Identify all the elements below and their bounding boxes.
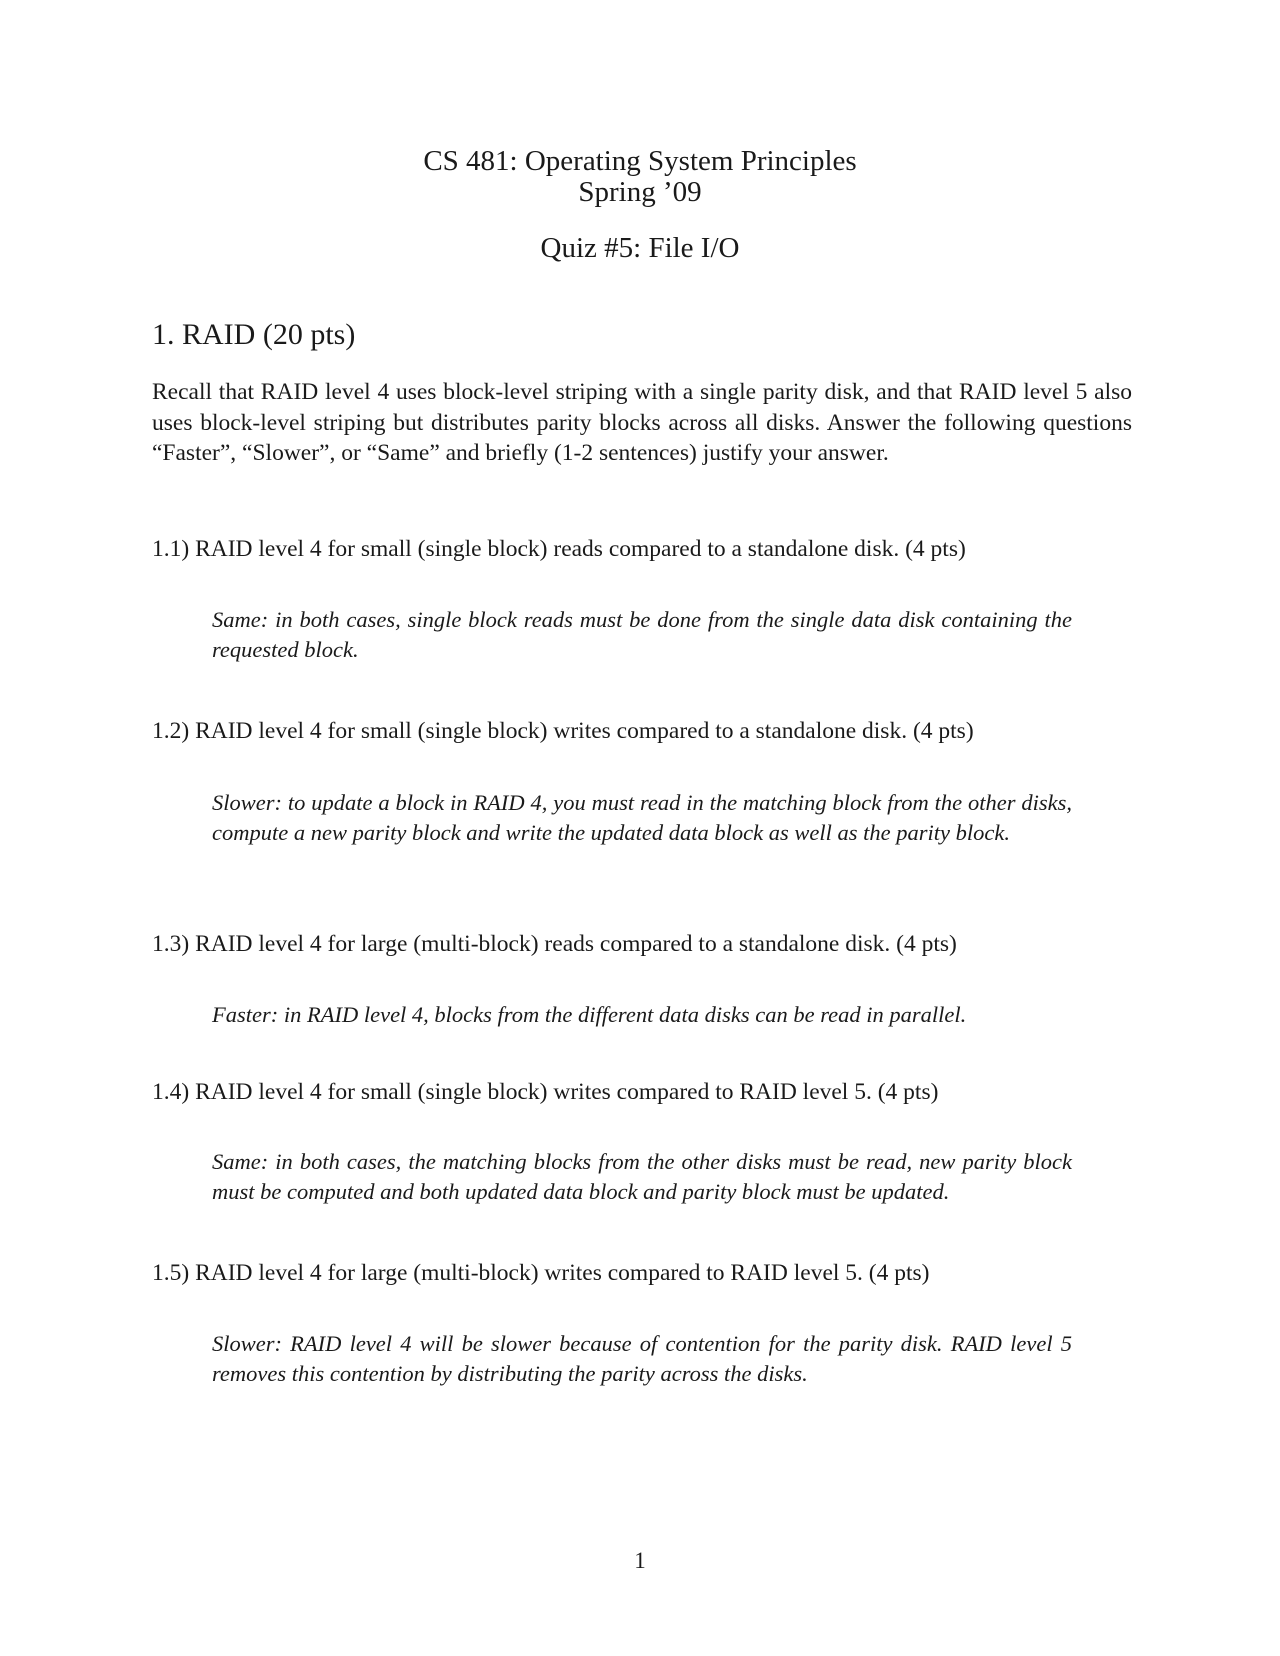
question-1-1: 1.1) RAID level 4 for small (single block) reads compared to a standalone disk. (4 pts) [152,536,966,562]
answer-1-2: Slower: to update a block in RAID 4, you must read in the matching block from the other disks, compute a new parity block and write the updated data block as well as the parity block. [212,790,1072,845]
answer-1-3: Faster: in RAID level 4, blocks from the different data disks can be read in parallel. [212,1002,967,1027]
section-heading: 1. RAID (20 pts) [152,318,356,351]
question-1-4: 1.4) RAID level 4 for small (single block) writes compared to RAID level 5. (4 pts) [152,1079,939,1105]
question-1-2: 1.2) RAID level 4 for small (single block) writes compared to a standalone disk. (4 pts) [152,718,974,744]
answer-1-5: Slower: RAID level 4 will be slower because of contention for the parity disk. RAID level 5 removes this contention by distributing the parity across the disks. [212,1331,1072,1386]
section-intro: Recall that RAID level 4 uses block-level striping with a single parity disk, and that RAID level 5 also uses block-level striping but distributes parity blocks across all disks. Answer the following questions “Faster”, “Slower”, or “Same” and briefly (1-2 sentences) justify your answer. [152,379,1132,466]
quiz-title: Quiz #5: File I/O [540,232,740,264]
answer-1-4: Same: in both cases, the matching blocks from the other disks must be read, new parity block must be computed and both updated data block and parity block must be updated. [212,1149,1072,1204]
question-1-3: 1.3) RAID level 4 for large (multi-block) reads compared to a standalone disk. (4 pts) [152,931,957,957]
course-title: CS 481: Operating System Principles [423,145,857,177]
page-number: 1 [634,1548,646,1573]
question-1-5: 1.5) RAID level 4 for large (multi-block) writes compared to RAID level 5. (4 pts) [152,1260,930,1286]
answer-1-1: Same: in both cases, single block reads must be done from the single data disk containing the requested block. [212,607,1072,662]
term-label: Spring ’09 [578,176,702,208]
